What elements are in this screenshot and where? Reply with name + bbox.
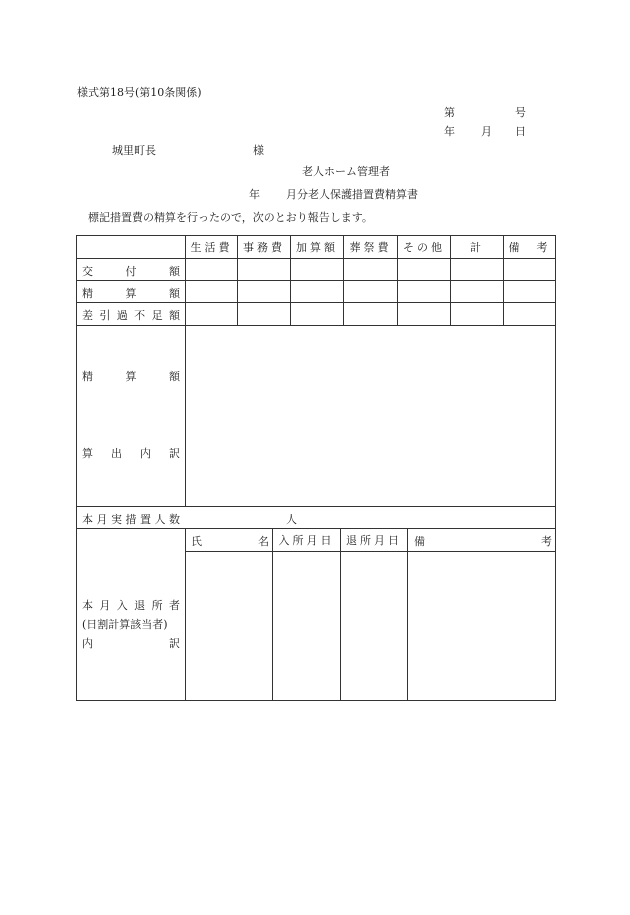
date-month-label: 月 xyxy=(481,125,492,138)
col-header-additional: 加算額 xyxy=(296,241,338,254)
date-year-label: 年 xyxy=(444,125,455,138)
document-title: 月分老人保護措置費精算書 xyxy=(286,188,418,201)
addressee: 城里町長 xyxy=(112,144,156,157)
sub-header-exit-date: 退所月日 xyxy=(346,533,402,547)
row-label-grant: 交 付 額 xyxy=(82,265,180,278)
date-day-label: 日 xyxy=(515,125,526,138)
persons-unit: 人 xyxy=(286,513,297,526)
intro-text: 標記措置費の精算を行ったので，次のとおり報告します。 xyxy=(88,211,373,224)
col-header-funeral: 葬祭費 xyxy=(349,241,392,254)
form-number-label: 様式第18号(第10条関係) xyxy=(77,86,202,99)
row-label-entrants-note: (日割計算該当者) xyxy=(82,618,168,631)
col-header-other: その他 xyxy=(403,241,445,254)
col-header-remarks: 備 考 xyxy=(508,241,551,254)
col-header-total: 計 xyxy=(470,241,484,254)
row-label-entrants: 本 月 入 退 所 者 xyxy=(82,599,180,612)
document-number-prefix: 第 xyxy=(444,106,455,119)
row-label-difference: 差 引 過 不 足 額 xyxy=(82,309,180,322)
sender: 老人ホーム管理者 xyxy=(302,165,390,178)
sub-header-remarks-1: 備 xyxy=(414,535,425,548)
sub-header-name-2: 名 xyxy=(258,535,269,548)
row-label-persons: 本 月 実 措 置 人 数 xyxy=(82,513,180,526)
title-year-label: 年 xyxy=(249,188,260,201)
settlement-table xyxy=(76,235,556,701)
sub-header-remarks-2: 考 xyxy=(541,535,552,548)
row-label-settlement-detail: 精 算 額 xyxy=(82,370,180,383)
addressee-honorific: 様 xyxy=(253,144,264,157)
row-label-settlement: 精 算 額 xyxy=(82,287,180,300)
row-label-calculation-breakdown: 算 出 内 訳 xyxy=(82,447,180,460)
row-label-entrants-breakdown: 内 訳 xyxy=(82,637,180,650)
sub-header-entry-date: 入所月日 xyxy=(278,533,335,547)
sub-header-name-1: 氏 xyxy=(191,535,202,548)
col-header-office-cost: 事務費 xyxy=(243,241,285,254)
document-number-suffix: 号 xyxy=(515,106,526,119)
col-header-living-cost: 生活費 xyxy=(190,241,233,254)
